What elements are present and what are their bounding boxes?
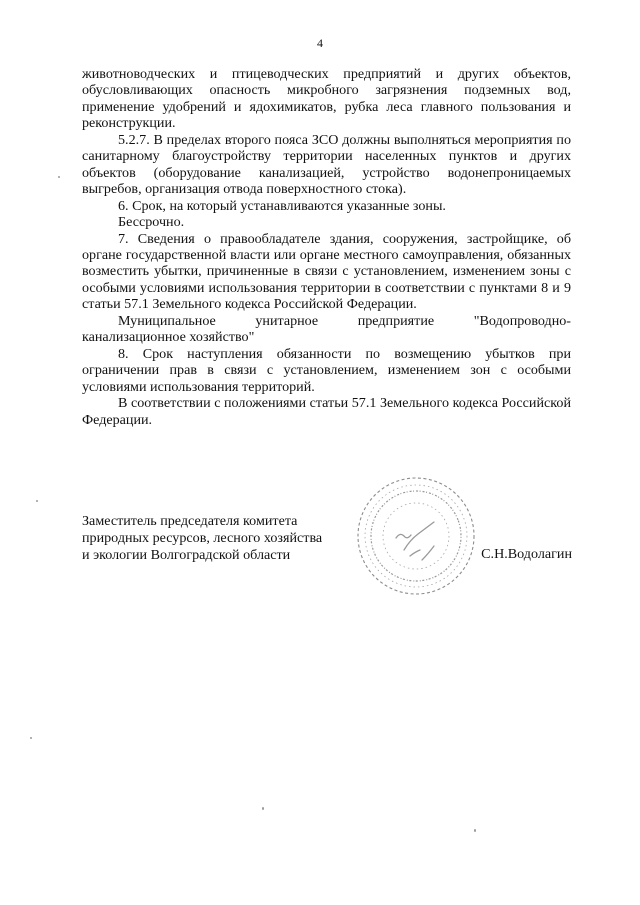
page-number: 4 — [317, 36, 323, 50]
scan-speck — [36, 500, 38, 502]
scan-speck — [30, 737, 32, 739]
enterprise-word-1: Муниципальное — [118, 312, 216, 329]
position-line-3: и экологии Волгоградской области — [82, 547, 291, 563]
paragraph-enterprise-tail: канализационное хозяйство" — [82, 329, 255, 346]
paragraph-livestock: животноводческих и птицеводческих предприятий и других объектов, обусловливающих опасность микробного загрязнения подземных вод, применение удобрений и ядохимикатов, рубка леса главного пользования и реконструкции. — [82, 66, 571, 132]
scan-speck — [262, 807, 264, 810]
paragraph-indefinite: Бессрочно. — [118, 214, 185, 231]
paragraph-6-term: 6. Срок, на который устанавливаются указанные зоны. — [118, 197, 446, 214]
position-line-1: Заместитель председателя комитета — [82, 513, 298, 529]
paragraph-legal-basis: В соответствии с положениями статьи 57.1 Земельного кодекса Российской Федерации. — [82, 395, 571, 428]
position-line-2: природных ресурсов, лесного хозяйства — [82, 530, 323, 546]
document-body — [82, 66, 571, 428]
paragraph-enterprise-line — [82, 313, 571, 329]
scan-speck — [58, 176, 60, 178]
enterprise-word-3: предприятие — [357, 312, 435, 329]
paragraph-7-owner-info: 7. Сведения о правообладателе здания, сооружения, застройщике, об органе государственной власти или органе местного самоуправления, обязанных возместить убытки, причиненные в связи с установлением, изменением зоны с особыми условиями использования территории в соответствии с пунктами 8 и 9 статьи 57.1 Земельного кодекса Российской Федерации. — [82, 230, 571, 313]
scan-speck — [474, 829, 476, 832]
official-stamp — [352, 472, 480, 600]
enterprise-word-2: унитарное — [255, 312, 319, 329]
paragraph-5-2-7: 5.2.7. В пределах второго пояса ЗСО должны выполняться мероприятия по санитарному благоустройству территории населенных пунктов и других объектов (оборудование канализацией, устройство водонепроницаемых выгребов, организация отвода поверхностного стока). — [82, 131, 571, 198]
paragraph-8-compensation-term: 8. Срок наступления обязанности по возмещению убытков при ограничении прав в связи с установлением, изменением зон с особыми условиями использования территорий. — [82, 345, 571, 395]
enterprise-word-4: "Водопроводно- — [473, 312, 571, 329]
signatory-position — [82, 513, 322, 564]
signer-name: С.Н.Водолагин — [481, 546, 572, 562]
